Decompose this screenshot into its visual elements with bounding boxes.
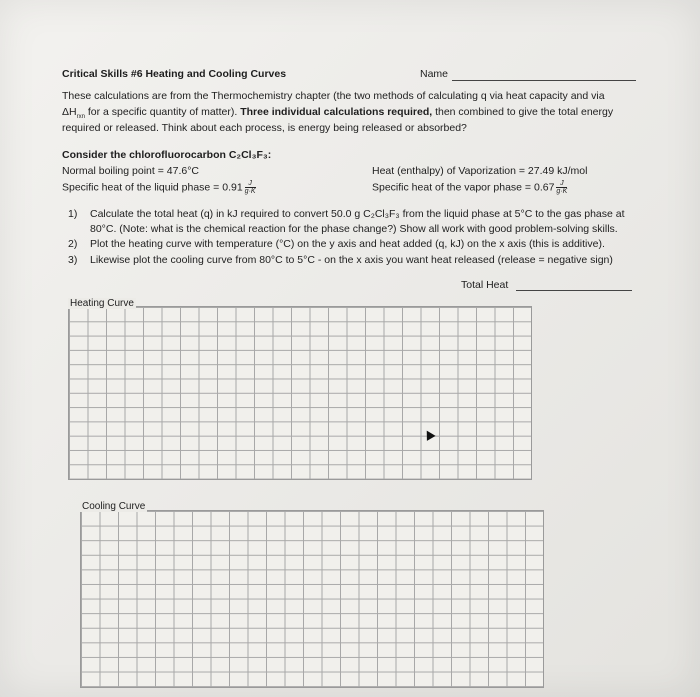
question-2-number: 2) — [68, 238, 78, 250]
cooling-curve-label: Cooling Curve — [82, 501, 146, 512]
boiling-point: Normal boiling point = 47.6°C — [62, 165, 199, 177]
question-1-line-2: 80°C. (Note: what is the chemical reaction for the phase change?) Show all work with good problem-solving skills. — [90, 223, 618, 235]
heating-curve-label: Heating Curve — [70, 298, 134, 309]
name-line[interactable] — [452, 80, 636, 81]
specific-heat-liquid: Specific heat of the liquid phase = 0.91 $\frac{J}{g\cdot K}$ — [62, 180, 256, 195]
specific-heat-vapor: Specific heat of the vapor phase = 0.67 $\frac{J}{g\cdot K}$ — [372, 180, 568, 195]
question-3-number: 3) — [68, 254, 78, 266]
question-3-text: Likewise plot the cooling curve from 80°C to 5°C - on the x axis you want heat released (release = negative sign) — [90, 254, 613, 266]
cooling-curve-grid[interactable] — [80, 510, 544, 688]
question-1-line-1: Calculate the total heat (q) in kJ required to convert 50.0 g C₂Cl₃F₃ from the liquid phase at 5°C to the gas phase at — [90, 208, 625, 220]
total-heat-line[interactable] — [516, 290, 632, 291]
heat-of-vaporization: Heat (enthalpy) of Vaporization = 27.49 kJ/mol — [372, 165, 588, 177]
intro-line-3: required or released. Think about each process, is energy being released or absorbed? — [62, 122, 467, 134]
total-heat-label: Total Heat — [461, 279, 509, 291]
question-1-number: 1) — [68, 208, 78, 220]
question-2-text: Plot the heating curve with temperature (°C) on the y axis and heat added (q, kJ) on the x axis (this is additive). — [90, 238, 605, 250]
worksheet-title: Critical Skills #6 Heating and Cooling Curves — [62, 68, 287, 80]
name-label: Name — [420, 68, 449, 80]
heating-curve-grid[interactable] — [68, 306, 532, 480]
consider-heading: Consider the chlorofluorocarbon C₂Cl₃F₃: — [62, 149, 272, 161]
intro-line-2: $\Delta H_{rxn}$ for a specific quantity of matter). Three individual calculations required, then combined to give the total energy — [62, 106, 614, 121]
intro-line-1: These calculations are from the Thermochemistry chapter (the two methods of calculating q via heat capacity and via — [62, 90, 605, 102]
